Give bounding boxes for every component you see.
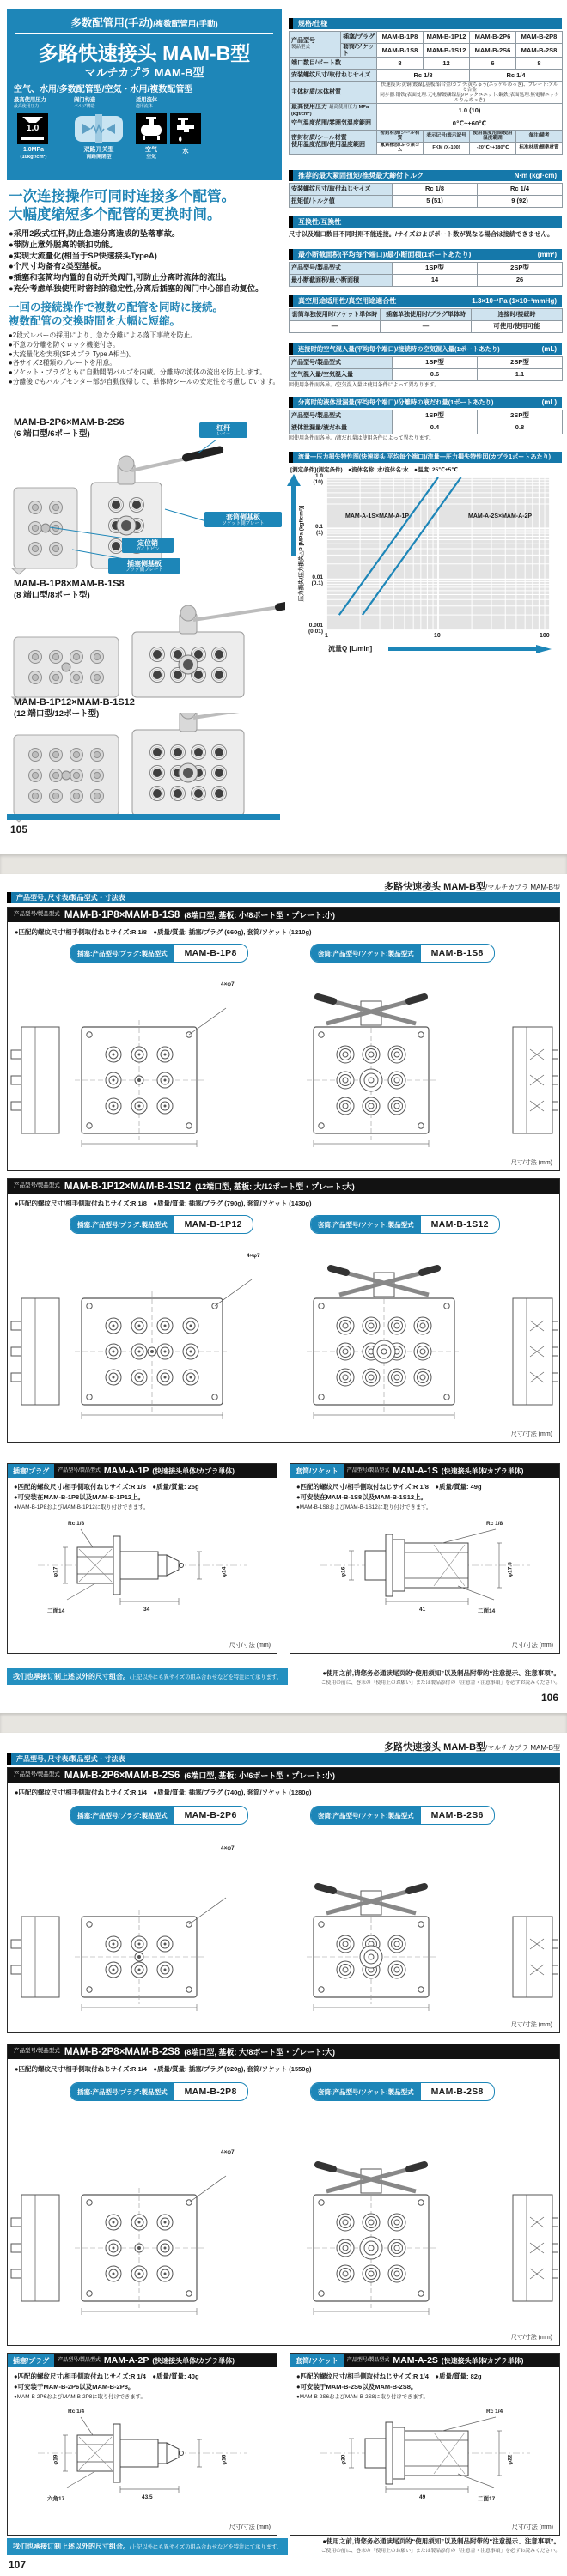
cell: 14 <box>393 275 478 287</box>
technical-drawing <box>8 2139 558 2315</box>
airmix-note: 因使用条件而各异。/空気混入量は使用条件によって異なります。 <box>289 383 440 388</box>
product-label-1p12: MAM-B-1P12×MAM-B-1S12 (12 端口型/12ポート型) <box>14 697 135 719</box>
dim-box-1p12 <box>7 1178 560 1443</box>
cell: 0.4 <box>393 422 478 434</box>
page-number: 107 <box>9 2559 27 2571</box>
cell: MAM-B-1S8 <box>377 44 424 58</box>
cell: 5 (51) <box>393 196 478 208</box>
technical-drawing <box>8 1835 558 2011</box>
feature-item: ●各サイズ2種類のプレートを用意。 <box>9 359 117 368</box>
dim-box-2p6 <box>7 1767 560 2033</box>
page-gap <box>0 854 567 874</box>
feature-item: ●个尺寸均备有2类型基板。 <box>9 262 107 271</box>
chart-x-label: 流量Q [L/min] <box>328 645 373 653</box>
dims-unit-note: 尺寸/寸法 (mm) <box>510 1431 552 1437</box>
model-spec-line: ●匹配的螺纹尺寸/相手側取付ねじサイズ:R 1/8 ●质量/質量: 插塞/プラグ (660g), 套筒/ソケット (1210g) <box>15 928 312 936</box>
len-dim: 34 <box>143 1607 150 1613</box>
unit-header: 插塞/プラグ 产品型号/製品型式 MAM-A-2P (快速接头单体/カプラ単体) <box>8 2354 277 2367</box>
callout-plug-plate: 插塞侧基板 プラグ側プレート <box>108 558 180 574</box>
unit-spec: ●匹配的螺纹尺寸/相手側取付ねじサイズ:R 1/8 ●质量/質量: 25g <box>14 1483 199 1491</box>
unit-note-jp: ●MAM-B-1P8およびMAM-B-1P12に取り付けできます。 <box>14 1504 149 1510</box>
fluid-icon-label: 适用流体 適用流体 <box>136 97 158 110</box>
cell: 1.1 <box>478 369 563 381</box>
unit-box-socket <box>290 2353 560 2536</box>
technical-drawing <box>8 1242 558 1419</box>
cell: 1SP型 <box>393 263 478 275</box>
cell: 快速接头:黄铜(镀镍),基板:铝合金/カプラ:黄ちゅう(ニッケルめっき)、プレート:アルミ合金 同步器:钢铁(表面处理:无电解镀磷镍层)/ロックユニット:鋼鉄(表面処理:無電解ニッケルりんめっき) <box>377 82 563 104</box>
compat-section-bar: 互换性/互換性 <box>289 216 562 228</box>
feature-item: ●2段式レバーの採用により、急な分離による落下事故を防止。 <box>9 331 198 339</box>
cell: 0.8 <box>478 422 563 434</box>
dia-dim: φ16 <box>221 2454 228 2465</box>
cell: 扭矩值/トルク値 <box>290 196 393 208</box>
cell: 套筒单独使用时/ソケット単体時 <box>290 309 381 321</box>
len-dim: 41 <box>419 1607 426 1613</box>
valve-caption: 双路开关型 両路開閉型 <box>83 147 114 161</box>
x-axis-arrow <box>388 645 552 653</box>
unit-spec: ●匹配的螺纹尺寸/相手側取付ねじサイズ:R 1/4 ●质量/質量: 82g <box>296 2372 482 2380</box>
catalog-page-105 <box>0 0 567 854</box>
cell: 主体材质/本体材質 <box>290 82 377 104</box>
category-jp: /複数配管用(手動) <box>153 20 218 29</box>
dia-dim: φ14 <box>221 1566 228 1577</box>
vacuum-section-bar: 真空用途适用性/真空用途適合性 1.3×10⁻¹Pa (1×10⁻³mmHg) <box>289 295 562 307</box>
cell: 液体泄漏量/液だれ量 <box>290 422 393 434</box>
model-bar: 产品型号/製品型式 MAM-B-1P12×MAM-B-1S12 (12端口型, 基板: 大/12ポート型・プレート:大) <box>8 1179 559 1194</box>
cell: FKM (X-100) <box>424 142 470 154</box>
cell: Rc 1/8 <box>377 70 470 82</box>
custom-order-note: 我们也承接订制上述以外的尺寸组合。/上記以外にも異サイズの組み合わせなどを特注にて承ります。 <box>7 2538 288 2555</box>
spec-section-bar: 规格/仕様 <box>289 18 562 29</box>
pressure-caption: 1.0MPa (10kgf/cm²) <box>20 147 47 161</box>
unit-header: 套筒/ソケット 产品型号/製品型式 MAM-A-1S (快速接头单体/カプラ単体) <box>290 1464 559 1478</box>
cell: 表示记号/表示記号 <box>424 130 470 142</box>
model-spec-line: ●匹配的螺纹尺寸/相手側取付ねじサイズ:R 1/8 ●质量/質量: 插塞/プラグ (790g), 套筒/ソケット (1430g) <box>15 1200 312 1207</box>
unit-note-cn: ●可安装在MAM-B-1S8以及MAM-B-1S12上。 <box>296 1493 428 1501</box>
thread-dim: Rc 1/4 <box>486 2409 503 2415</box>
feature-item: ●大流量化を実現(SPカプラ Type A相当)。 <box>9 349 136 358</box>
cell: 0℃~+60℃ <box>377 118 563 130</box>
unit-note-jp: ●MAM-B-2S6およびMAM-B-2S8に取り付けできます。 <box>296 2394 429 2400</box>
cell: 插塞/プラグ <box>341 32 377 44</box>
model-bar: 产品型号/製品型式 MAM-B-1P8×MAM-B-1S8 (8端口型, 基板: 小/8ポート型・プレート:小) <box>8 908 559 922</box>
page-number: 106 <box>540 1692 558 1704</box>
hole-dim-label: 4×φ7 <box>221 2149 235 2155</box>
page-title-jp: マルチカプラ MAM-B型 <box>84 66 204 79</box>
dim-box-2p8 <box>7 2044 560 2346</box>
page-gap <box>0 1713 567 1733</box>
cell: MAM-B-2S6 <box>470 44 516 58</box>
unit-drawing-socket <box>314 1516 537 1619</box>
cell: Rc 1/8 <box>393 184 478 196</box>
cell: 1.0 (10) <box>377 104 563 118</box>
cell: 可使用/使用可能 <box>472 321 563 333</box>
unit-spec: ●匹配的螺纹尺寸/相手側取付ねじサイズ:R 1/8 ●质量/質量: 49g <box>296 1483 482 1491</box>
callout-lever: 杠杆 レバー <box>199 422 247 438</box>
product-label-2p6: MAM-B-2P6×MAM-B-2S6 (6 端口型/6ポート型) <box>14 417 125 439</box>
feature-item: ●采用2段式杠杆,防止急速分离造成的坠落事故。 <box>9 229 180 238</box>
dims-unit-note: 尺寸/寸法 (mm) <box>510 2335 552 2341</box>
cell: 6 <box>470 58 516 70</box>
cell: 标准材质/標準材質 <box>516 142 563 154</box>
cell: 最高使用压力 最高使用圧力 MPa (kgf/cm²) <box>290 104 377 118</box>
compat-text: 尺寸以及端口数目不同时则不能连接。/サイズおよびポート数が異なる場合は接続できません。 <box>289 230 554 238</box>
cell: 0.6 <box>393 369 478 381</box>
cell: 1SP型 <box>393 410 478 422</box>
page-title: 多路快速接头 MAM-B型 <box>38 42 251 64</box>
hole-dim-label: 4×φ7 <box>221 1845 235 1851</box>
flat-dim: 六角17 <box>47 2496 65 2502</box>
airmix-section-bar: 连接时的空气混入量(平均每个端口)/接続時の空気混入量(1ポートあたり) (mL) <box>289 343 562 355</box>
footer-bar <box>7 814 280 820</box>
y-tick: 0.001 (0.01) <box>308 623 323 635</box>
feature-item: ●ソケット・プラグともに自動開閉バルブを内蔵。分離時の流体の流出を防止します。 <box>9 368 267 376</box>
pressure-icon-label: 最高使用压力 最高使用圧力 <box>14 97 46 110</box>
technical-drawing <box>8 971 558 1147</box>
cell: 2SP型 <box>478 410 563 422</box>
area-table <box>289 262 563 287</box>
cell: MAM-B-1P12 <box>424 32 470 44</box>
catalog-page-106 <box>0 874 567 1713</box>
unit-note-jp: ●MAM-B-1S8およびMAM-B-1S12に取り付けできます。 <box>296 1504 432 1510</box>
plug-model-pill: 插塞:产品型号/プラグ:製品型式 MAM-B-1P8 <box>70 944 248 963</box>
water-caption: 水 <box>182 149 189 155</box>
air-caption: 空气 空気 <box>145 147 157 161</box>
chart-conditions: [测定条件](測定条件) ●流体名称: 水/流体名:水 ●温度: 25℃±5℃ <box>290 467 459 473</box>
cell: -20℃~+180℃ <box>470 142 516 154</box>
unit-box-plug <box>7 1463 277 1654</box>
y-tick: 0.01 (0.1) <box>311 574 323 586</box>
flat-dim: 二面14 <box>47 1608 65 1614</box>
len-dim: 43.5 <box>142 2494 153 2500</box>
flat-dim: 二面17 <box>478 2496 496 2502</box>
dims-unit-note: 尺寸/寸法 (mm) <box>511 1643 553 1649</box>
feature-item: ●充分考虑单独使用时密封的稳定性,分离后插塞的阀门中心部自动复位。 <box>9 284 264 294</box>
product-label-1p8: MAM-B-1P8×MAM-B-1S8 (8 端口型/8ポート型) <box>14 579 125 600</box>
cell: 1SP型 <box>393 357 478 369</box>
chart-y-label: 压力损失/圧力損失△P [MPa (kgf/cm²)] <box>298 505 305 602</box>
cell: 2SP型 <box>478 357 563 369</box>
plug-model-pill: 插塞:产品型号/プラグ:製品型式 MAM-B-2P6 <box>70 1806 248 1825</box>
pressure-loss-chart <box>326 477 550 630</box>
dim-section-bar: 产品型号, 尺寸表/製品型式・寸法表 <box>7 1753 560 1765</box>
running-header: 多路快速接头 MAM-B型/マルチカプラ MAM-B型 <box>384 1742 560 1753</box>
cell: 连接时/接続時 <box>472 309 563 321</box>
feature-item: ●插塞和套筒均内置的自动开关阀门,可防止分离时流体的流出。 <box>9 273 232 283</box>
feature-item: ●实现大流量化(相当于SP快速接头TypeA) <box>9 251 157 260</box>
page-number: 105 <box>10 823 28 835</box>
cell: Rc 1/4 <box>470 70 563 82</box>
dia-dim: φ19 <box>52 2454 59 2465</box>
headline-cn: 一次连接操作可同时连接多个配管。 大幅度缩短多个配管的更换时间。 <box>9 189 235 222</box>
cell: 8 <box>377 58 424 70</box>
cell: 产品型号/製品型式 <box>290 263 393 275</box>
unit-spec: ●匹配的螺纹尺寸/相手側取付ねじサイズ:R 1/4 ●质量/質量: 40g <box>14 2372 199 2380</box>
thread-dim: Rc 1/4 <box>68 2409 85 2415</box>
cell: MAM-B-2S8 <box>516 44 563 58</box>
leak-section-bar: 分离时的液体泄漏量(平均每个端口)/分離時の液だれ量(1ポートあたり) (mL) <box>289 397 562 408</box>
x-tick: 1 <box>325 633 328 639</box>
callout-socket-plate: 套筒侧基板 ソケット側プレート <box>204 512 282 527</box>
unit-note-jp: ●MAM-B-2P6およびMAM-B-2P8に取り付けできます。 <box>14 2394 146 2400</box>
unit-header: 插塞/プラグ 产品型号/製品型式 MAM-A-1P (快速接头单体/カプラ単体) <box>8 1464 277 1478</box>
cell: 端口数目/ポート数 <box>290 58 377 70</box>
thread-dim: Rc 1/8 <box>486 1521 503 1527</box>
cell: MAM-B-1P8 <box>377 32 424 44</box>
cell: MAM-B-1S12 <box>424 44 470 58</box>
category-cn: 多数配管用(手动) <box>70 17 154 29</box>
flat-dim: 二面14 <box>478 1608 496 1614</box>
model-spec-line: ●匹配的螺纹尺寸/相手側取付ねじサイズ:R 1/4 ●质量/質量: 插塞/プラグ (920g), 套筒/ソケット (1550g) <box>15 2065 312 2073</box>
model-bar: 产品型号/製品型式 MAM-B-2P8×MAM-B-2S8 (8端口型, 基板: 大/8ポート型・プレート:大) <box>8 2044 559 2059</box>
dia-dim: φ16 <box>340 1566 347 1577</box>
cell: 9 (92) <box>478 196 563 208</box>
cell: 产品型号 製品型式 <box>290 32 341 58</box>
dims-unit-note: 尺寸/寸法 (mm) <box>511 2524 553 2530</box>
valve-icon-label: 阀门构造 バルブ構造 <box>74 97 96 110</box>
cell: ― <box>290 321 381 333</box>
cell: 2SP型 <box>478 263 563 275</box>
chart-section-bar: 流量—压力损失特性图(快速接头 平均每个端口)/流量—圧力損失特性図(カプラ1ポートあたり) <box>289 452 562 463</box>
unit-header: 套筒/ソケット 产品型号/製品型式 MAM-A-2S (快速接头单体/カプラ単体) <box>290 2354 559 2367</box>
cell: 使用温度范围/使用温度範囲 <box>470 130 516 142</box>
hole-dim-label: 4×φ7 <box>221 981 235 987</box>
custom-order-note: 我们也承接订制上述以外的尺寸组合。/上記以外にも異サイズの組み合わせなどを特注にて承ります。 <box>7 1668 288 1685</box>
dims-unit-note: 尺寸/寸法 (mm) <box>510 2022 552 2028</box>
leak-note: 因使用条件而各异。/液だれ量は使用条件によって異なります。 <box>289 436 435 441</box>
dia-dim: φ20 <box>340 2454 347 2465</box>
cell: 12 <box>424 58 470 70</box>
socket-model-pill: 套筒:产品型号/ソケット:製品型式 MAM-B-2S8 <box>310 2082 495 2101</box>
airmix-table <box>289 356 563 381</box>
leak-table <box>289 410 563 434</box>
model-spec-line: ●匹配的螺纹尺寸/相手側取付ねじサイズ:R 1/4 ●质量/質量: 插塞/プラグ (740g), 套筒/ソケット (1280g) <box>15 1789 312 1796</box>
cell: MAM-B-2P8 <box>516 32 563 44</box>
cell: 26 <box>478 275 563 287</box>
socket-model-pill: 套筒:产品型号/ソケット:製品型式 MAM-B-2S6 <box>310 1806 495 1825</box>
catalog-page-107 <box>0 1733 567 2576</box>
banner-subtitle: 空气、水用/多数配管型/空気・水用/複数配管型 <box>14 85 193 94</box>
unit-note-cn: ●可安装在MAM-B-1P8以及MAM-B-1P12上。 <box>14 1493 145 1501</box>
dims-unit-note: 尺寸/寸法 (mm) <box>510 1160 552 1166</box>
torque-table <box>289 183 563 208</box>
cell: 氟素橡胶/ふっ素ゴム <box>377 142 424 154</box>
cell: Rc 1/4 <box>478 184 563 196</box>
model-bar: 产品型号/製品型式 MAM-B-2P6×MAM-B-2S6 (6端口型, 基板: 小/6ポート型・プレート:小) <box>8 1768 559 1783</box>
thread-dim: Rc 1/8 <box>68 1521 85 1527</box>
feature-item: ●不意の分離を防ぐロック機能付き。 <box>9 340 119 349</box>
cell: 产品型号/製品型式 <box>290 410 393 422</box>
cell: ― <box>381 321 472 333</box>
headline-jp: 一回の接続操作で複数の配管を同時に接続。 複数配管の交換時間を大幅に短縮。 <box>9 301 224 327</box>
cell: 密封材质/シール材質 <box>377 130 424 142</box>
cell: 安装螺纹尺寸/取付ねじサイズ <box>290 184 393 196</box>
callout-guide-pin: 定位销 ガイドピン <box>122 538 174 553</box>
cell: 产品型号/製品型式 <box>290 357 393 369</box>
cell: 8 <box>516 58 563 70</box>
dim-section-bar: 产品型号, 尺寸表/製品型式・寸法表 <box>7 892 560 903</box>
dims-unit-note: 尺寸/寸法 (mm) <box>229 1643 271 1649</box>
pressure-icon-value: 1.0 <box>26 123 40 133</box>
cell: 最小断截面积/最小断面積 <box>290 275 393 287</box>
torque-section-bar: 推荐的最大紧固扭矩/推奨最大締付トルク N·m (kgf·cm) <box>289 170 562 181</box>
dims-unit-note: 尺寸/寸法 (mm) <box>229 2524 271 2530</box>
series-label-1: MAM-A-1S×MAM-A-1P <box>345 513 410 519</box>
x-tick: 100 <box>540 633 550 639</box>
plug-model-pill: 插塞:产品型号/プラグ:製品型式 MAM-B-2P8 <box>70 2082 248 2101</box>
unit-drawing-socket <box>314 2403 537 2506</box>
y-tick: 0.1 (1) <box>314 524 323 536</box>
socket-model-pill: 套筒:产品型号/ソケット:製品型式 MAM-B-1S8 <box>310 944 495 963</box>
unit-box-plug <box>7 2353 277 2536</box>
dia-dim: φ17 <box>52 1566 59 1577</box>
feature-item: ●分離後でもバルブセンター部が自動復帰して、単体時シールの安定性を考慮しています。 <box>9 377 280 386</box>
plug-model-pill: 插塞:产品型号/プラグ:製品型式 MAM-B-1P12 <box>70 1215 253 1234</box>
dia-dim: φ22 <box>507 2454 514 2465</box>
dim-box-1p8 <box>7 907 560 1171</box>
cell: MAM-B-2P6 <box>470 32 516 44</box>
hole-dim-label: 4×φ7 <box>247 1253 260 1259</box>
series-label-2: MAM-A-2S×MAM-A-2P <box>468 513 533 519</box>
usage-caution: ●使用之前,请您务必通读尾页的“使用须知”以及制品附带的“注意提示、注意事项”。 ご使用の前に、巻末の「使用上のお願い」または製品添付の「注意書・注意事項」を必ずお読みください。 <box>320 1669 560 1686</box>
feature-item: ●带防止意外脱离的锁扣功能。 <box>9 240 118 249</box>
len-dim: 49 <box>419 2494 426 2500</box>
cell: 密封材质/シール材質 使用温度范围/使用温度範囲 <box>290 130 377 154</box>
socket-model-pill: 套筒:产品型号/ソケット:製品型式 MAM-B-1S12 <box>310 1215 500 1234</box>
cell: 套筒/ソケット <box>341 44 377 58</box>
usage-caution: ●使用之前,请您务必通读尾页的“使用须知”以及制品附带的“注意提示、注意事项”。 ご使用の前に、巻末の「使用上のお願い」または製品添付の「注意書・注意事項」を必ずお読みください。 <box>320 2537 560 2554</box>
running-header: 多路快速接头 MAM-B型/マルチカプラ MAM-B型 <box>384 882 560 892</box>
y-tick: 1.0 (10) <box>313 473 323 485</box>
callout-leader-lines <box>0 0 292 854</box>
cell: 空气温度范围/雰囲気温度範囲 <box>290 118 377 130</box>
x-tick: 10 <box>434 633 441 639</box>
unit-note-cn: ●可安装于MAM-B-2S6以及MAM-B-2S8。 <box>296 2383 418 2391</box>
cell: 空气混入量/空気混入量 <box>290 369 393 381</box>
cell: 插塞单独使用时/プラグ単体時 <box>381 309 472 321</box>
area-section-bar: 最小断截面积(平均每个端口)/最小断面積(1ポートあたり) (mm²) <box>289 249 562 260</box>
unit-box-socket <box>290 1463 560 1654</box>
vacuum-table <box>289 308 563 333</box>
spec-table <box>289 31 563 155</box>
unit-note-cn: ●可安装于MAM-B-2P6以及MAM-B-2P8。 <box>14 2383 135 2391</box>
dia-dim: φ17.5 <box>507 1562 514 1577</box>
cell: 安装螺纹尺寸/取付ねじサイズ <box>290 70 377 82</box>
cell: 备注/備考 <box>516 130 563 142</box>
